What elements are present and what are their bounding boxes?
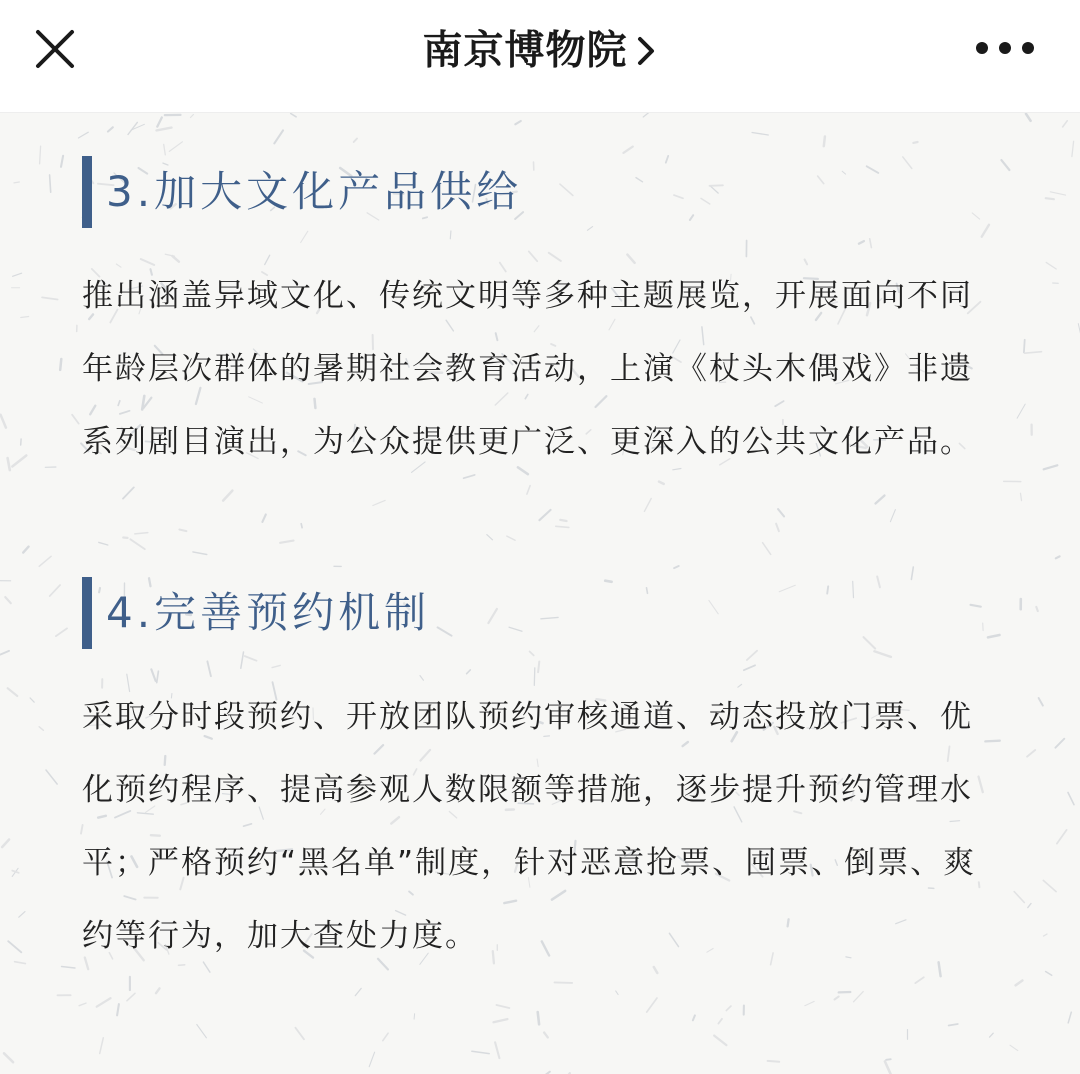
article-content[interactable] <box>0 112 1080 1074</box>
page-title: 南京博物院 <box>422 27 628 74</box>
section-paragraph <box>82 681 1012 973</box>
paragraph-line: 推出涵盖异域文化、传统文明等多种主题展览，开展面向不同 <box>82 278 973 314</box>
section-paragraph <box>82 260 1012 479</box>
heading-accent-bar <box>82 156 92 228</box>
section-reservation-mechanism <box>82 575 1012 973</box>
paragraph-line: 系列剧目演出，为公众提供更广泛、更深入的公共文化产品。 <box>82 424 973 460</box>
chevron-right-icon <box>636 31 658 71</box>
paragraph-line: 平；严格预约“黑名单”制度，针对恶意抢票、囤票、倒票、爽 <box>82 845 977 881</box>
paragraph-line: 年龄层次群体的暑期社会教育活动，上演《杖头木偶戏》非遗 <box>82 351 973 387</box>
section-heading-text: 3.加大文化产品供给 <box>106 167 523 216</box>
account-title-link[interactable] <box>0 22 1080 78</box>
top-nav-bar <box>0 0 1080 113</box>
paragraph-line: 化预约程序、提高参观人数限额等措施，逐步提升预约管理水 <box>82 772 973 808</box>
heading-accent-bar <box>82 577 92 649</box>
section-heading <box>82 575 1012 651</box>
section-cultural-products <box>82 154 1012 479</box>
more-horizontal-icon <box>970 28 1040 68</box>
more-options-button[interactable] <box>970 28 1040 68</box>
paragraph-line: 约等行为，加大查处力度。 <box>82 918 478 954</box>
section-heading <box>82 154 1012 230</box>
paragraph-line: 采取分时段预约、开放团队预约审核通道、动态投放门票、优 <box>82 699 973 735</box>
section-heading-text: 4.完善预约机制 <box>106 588 431 637</box>
